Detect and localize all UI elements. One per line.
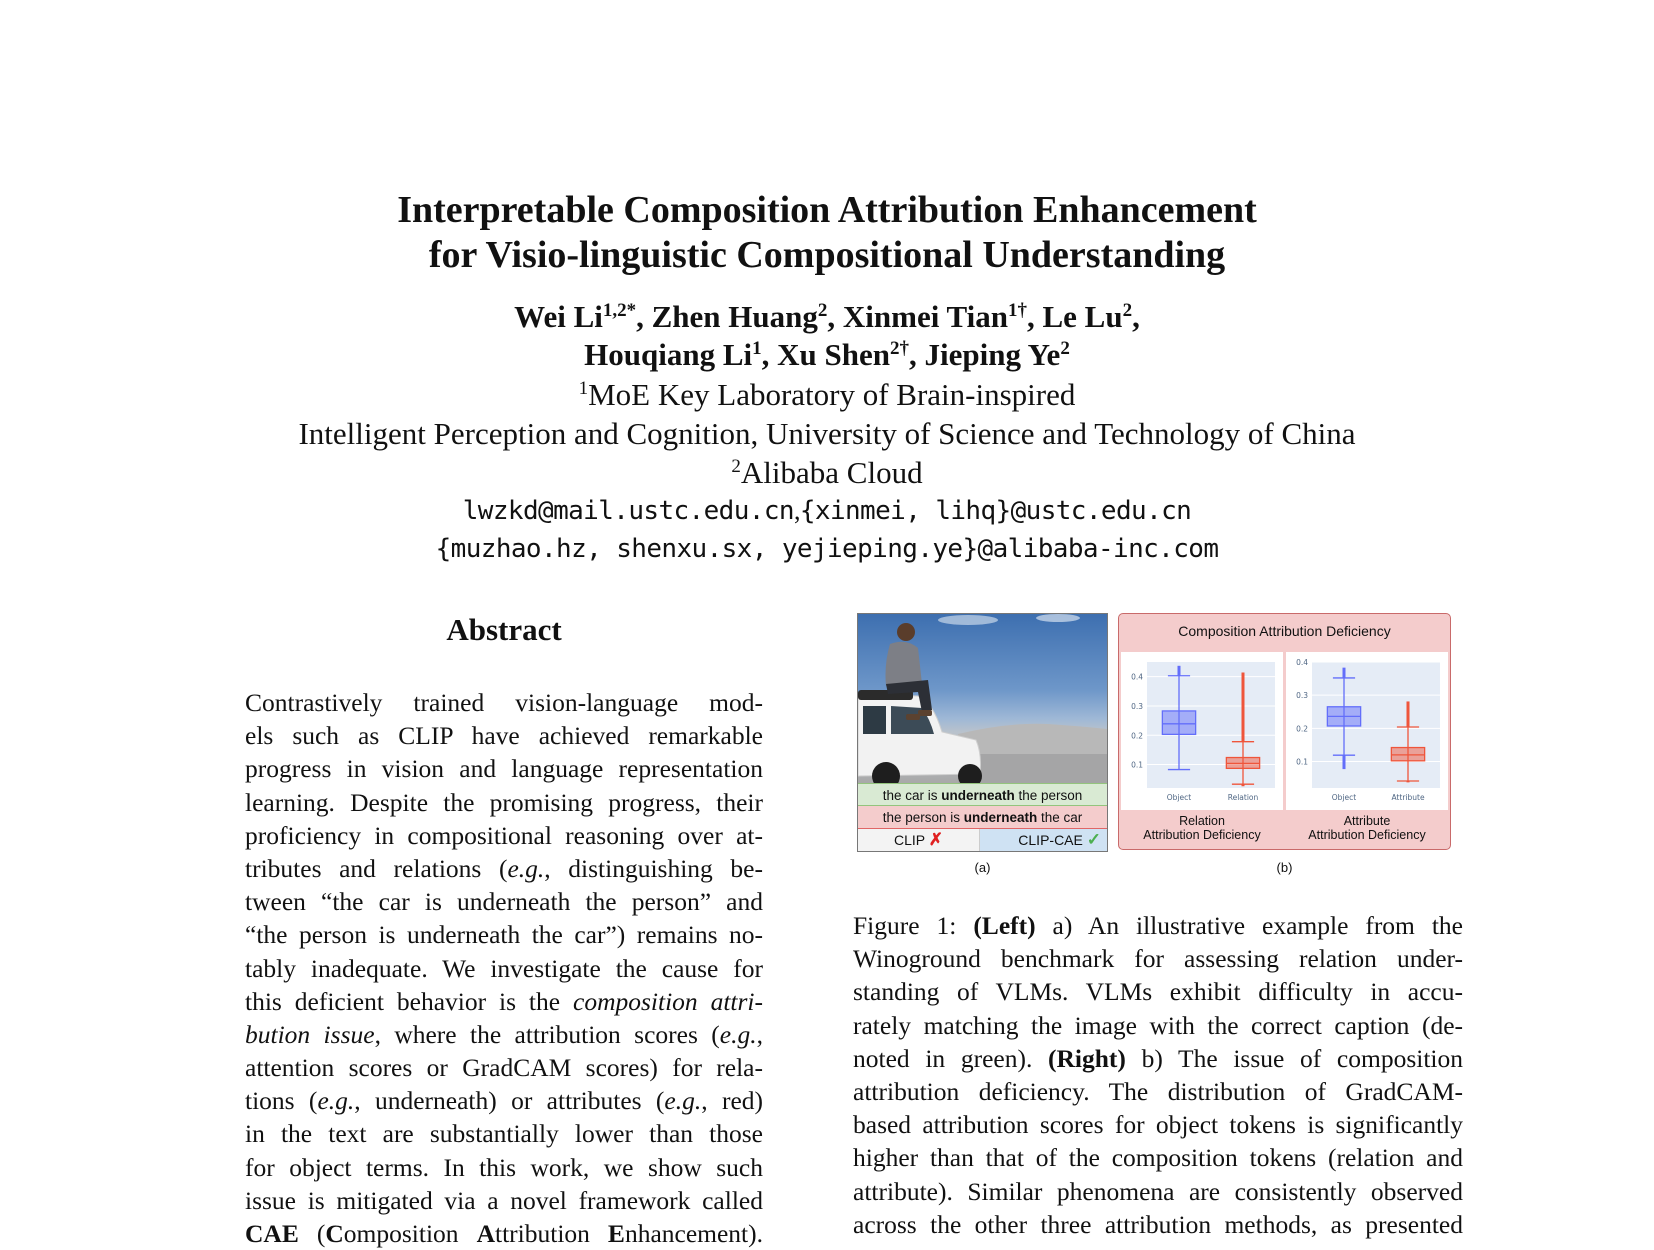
text-line: Figure 1: (Left) a) An illustrative example from the bbox=[853, 911, 1463, 940]
text-line: based attribution scores for object tokens is significantly bbox=[853, 1110, 1463, 1140]
relation-boxplot bbox=[1121, 652, 1283, 810]
caption-text: the car is bbox=[882, 788, 942, 803]
abstract-body bbox=[245, 686, 763, 1250]
text-line: tions (e.g., underneath) or attributes (e.g., red) bbox=[245, 1086, 763, 1116]
text-line: tably inadequate. We investigate the cause for bbox=[245, 953, 763, 983]
paper-title bbox=[0, 188, 1654, 278]
model-results-row bbox=[858, 829, 1107, 851]
author-name: Houqiang Li bbox=[584, 337, 753, 372]
figure-a-winoground-example bbox=[857, 613, 1108, 852]
caption-text: the person bbox=[1014, 788, 1083, 803]
email-line-1 bbox=[0, 492, 1654, 530]
author-affil-mark: 2† bbox=[890, 338, 910, 359]
clip-result-cell bbox=[858, 829, 980, 851]
author-name: Wei Li bbox=[514, 299, 603, 334]
author-name: Xu Shen bbox=[777, 337, 891, 372]
text-line: for object terms. In this work, we show such bbox=[245, 1152, 763, 1182]
text-line: attention scores or GradCAM scores) for rela- bbox=[245, 1053, 763, 1083]
svg-text:0.2: 0.2 bbox=[1131, 731, 1143, 741]
affiliation-2 bbox=[0, 453, 1654, 492]
attribute-panel-caption bbox=[1286, 814, 1448, 842]
email-link[interactable]: {xinmei, lihq}@ustc.edu.cn bbox=[799, 496, 1192, 526]
svg-text:0.3: 0.3 bbox=[1296, 691, 1308, 701]
author-name: Le Lu bbox=[1042, 299, 1123, 334]
email-line-2[interactable]: {muzhao.hz, shenxu.sx, yejieping.ye}@alibaba-inc.com bbox=[435, 534, 1219, 564]
text-line: tween “the car is underneath the person” and bbox=[245, 887, 763, 917]
title-line-2: for Visio-linguistic Compositional Understanding bbox=[428, 234, 1226, 276]
text-line: noted in green). (Right) b) The issue of composition bbox=[853, 1043, 1464, 1073]
authors-line-1: Wei $Li^{1,2*}$, Zhen Huang$^2$, Xinmei Tian$^{1\dagger}$, Le Lu$^2$, bbox=[514, 299, 1140, 334]
text-line: “the person is underneath the car”) remains no- bbox=[245, 920, 763, 950]
affiliation-1-cont: Intelligent Perception and Cognition, University of Science and Technology of China bbox=[298, 416, 1356, 451]
affiliation-1 bbox=[0, 375, 1654, 414]
svg-text:0.1: 0.1 bbox=[1296, 757, 1308, 767]
author-name: Xinmei Tian bbox=[842, 299, 1008, 334]
figure-b-title: Composition Attribution Deficiency bbox=[1178, 623, 1391, 639]
author-affil-mark: 1 bbox=[752, 338, 762, 359]
svg-text:0.4: 0.4 bbox=[1131, 672, 1143, 682]
svg-text:Object: Object bbox=[1331, 793, 1357, 802]
text-line: tributes and relations (e.g., distinguishing be- bbox=[245, 853, 763, 883]
emails bbox=[0, 492, 1654, 568]
text-line: els such as CLIP have achieved remarkable bbox=[245, 721, 763, 751]
author-list bbox=[0, 298, 1654, 374]
text-line: attribution deficiency. The distribution of GradCAM- bbox=[853, 1076, 1463, 1106]
caption-line: Relation bbox=[1179, 814, 1225, 828]
author-affil-mark: 2 bbox=[1060, 338, 1070, 359]
cross-icon: ✗ bbox=[928, 830, 943, 849]
figure-a-label: (a) bbox=[974, 860, 991, 875]
figure-b-attribution-deficiency bbox=[1118, 613, 1451, 850]
relation-boxplot-panel bbox=[1121, 652, 1283, 810]
figure-b-label: (b) bbox=[1276, 860, 1293, 875]
attribute-boxplot bbox=[1286, 652, 1448, 810]
svg-text:0.3: 0.3 bbox=[1131, 701, 1143, 711]
affil-text: MoE Key Laboratory of Brain-inspired bbox=[588, 377, 1076, 412]
caption-text: the car bbox=[1037, 810, 1083, 825]
text-line: this deficient behavior is the composition attri- bbox=[245, 986, 763, 1016]
text-line: in the text are substantially lower than those bbox=[245, 1119, 763, 1149]
author-affil-mark: 1† bbox=[1007, 300, 1027, 321]
wrong-caption-row bbox=[858, 806, 1107, 829]
author-name: Zhen Huang bbox=[651, 299, 818, 334]
email-separator: , bbox=[793, 496, 800, 525]
email-link[interactable]: lwzkd@mail.ustc.edu.cn bbox=[462, 496, 794, 526]
affil-text: Alibaba Cloud bbox=[740, 455, 923, 490]
abstract-heading: Abstract bbox=[446, 612, 562, 647]
author-affil-mark: 2 bbox=[817, 300, 828, 321]
text-line: standing of VLMs. VLMs exhibit difficulty in accu- bbox=[853, 977, 1463, 1007]
svg-text:0.1: 0.1 bbox=[1131, 760, 1143, 770]
author-name: Jieping Ye bbox=[924, 337, 1061, 372]
caption-line: Attribution Deficiency bbox=[1308, 828, 1426, 842]
svg-text:Object: Object bbox=[1166, 793, 1192, 802]
clip-cae-result-cell bbox=[980, 829, 1107, 851]
author-affil-mark: 1,2* bbox=[602, 300, 637, 321]
text-line: Winoground benchmark for assessing relation under- bbox=[853, 944, 1463, 974]
text-line: rately matching the image with the correct caption (de- bbox=[853, 1010, 1463, 1040]
attribute-boxplot-panel bbox=[1286, 652, 1448, 810]
text-line: CAE (Composition Attribution Enhancement). bbox=[245, 1219, 763, 1248]
text-line: bution issue, where the attribution scores (e.g., bbox=[245, 1019, 763, 1049]
relation-panel-caption bbox=[1121, 814, 1283, 842]
caption-text: the person is bbox=[882, 810, 964, 825]
authors-line-2: Houqiang Li$^1$, Xu Shen$^{2\dagger}$, Jieping Ye$^2$ bbox=[584, 337, 1070, 372]
text-line: Contrastively trained vision-language mod- bbox=[245, 688, 763, 717]
figure-1-caption bbox=[853, 909, 1463, 1241]
caption-relation-word: underneath bbox=[941, 788, 1015, 803]
correct-caption-row bbox=[858, 783, 1107, 806]
model-name: CLIP bbox=[893, 832, 925, 848]
text-line: progress in vision and language representation bbox=[245, 754, 763, 784]
caption-relation-word: underneath bbox=[963, 810, 1038, 825]
svg-text:Relation: Relation bbox=[1227, 793, 1259, 802]
affil-mark: 1 bbox=[578, 378, 589, 399]
affiliations bbox=[0, 375, 1654, 492]
text-line: proficiency in compositional reasoning over at- bbox=[245, 820, 763, 850]
example-photo bbox=[858, 614, 1107, 783]
text-line: attribute). Similar phenomena are consistently observed bbox=[853, 1176, 1463, 1206]
svg-text:0.4: 0.4 bbox=[1296, 658, 1308, 667]
svg-text:0.2: 0.2 bbox=[1296, 724, 1308, 734]
text-line: issue is mitigated via a novel framework called bbox=[245, 1185, 763, 1215]
author-affil-mark: 2 bbox=[1122, 300, 1133, 321]
affil-mark: 2 bbox=[731, 456, 741, 477]
caption-line: Attribute bbox=[1343, 814, 1391, 828]
text-line: across the other three attribution methods, as presented bbox=[853, 1209, 1463, 1239]
text-line: higher than that of the composition tokens (relation and bbox=[853, 1143, 1463, 1173]
svg-text:Attribute: Attribute bbox=[1391, 793, 1425, 802]
model-name: CLIP-CAE bbox=[1018, 832, 1083, 848]
text-line: learning. Despite the promising progress, their bbox=[245, 787, 763, 817]
checkmark-icon: ✓ bbox=[1086, 830, 1101, 849]
caption-line: Attribution Deficiency bbox=[1143, 828, 1261, 842]
photo-illustration bbox=[858, 614, 1107, 783]
title-line-1: Interpretable Composition Attribution Enhancement bbox=[397, 189, 1257, 231]
